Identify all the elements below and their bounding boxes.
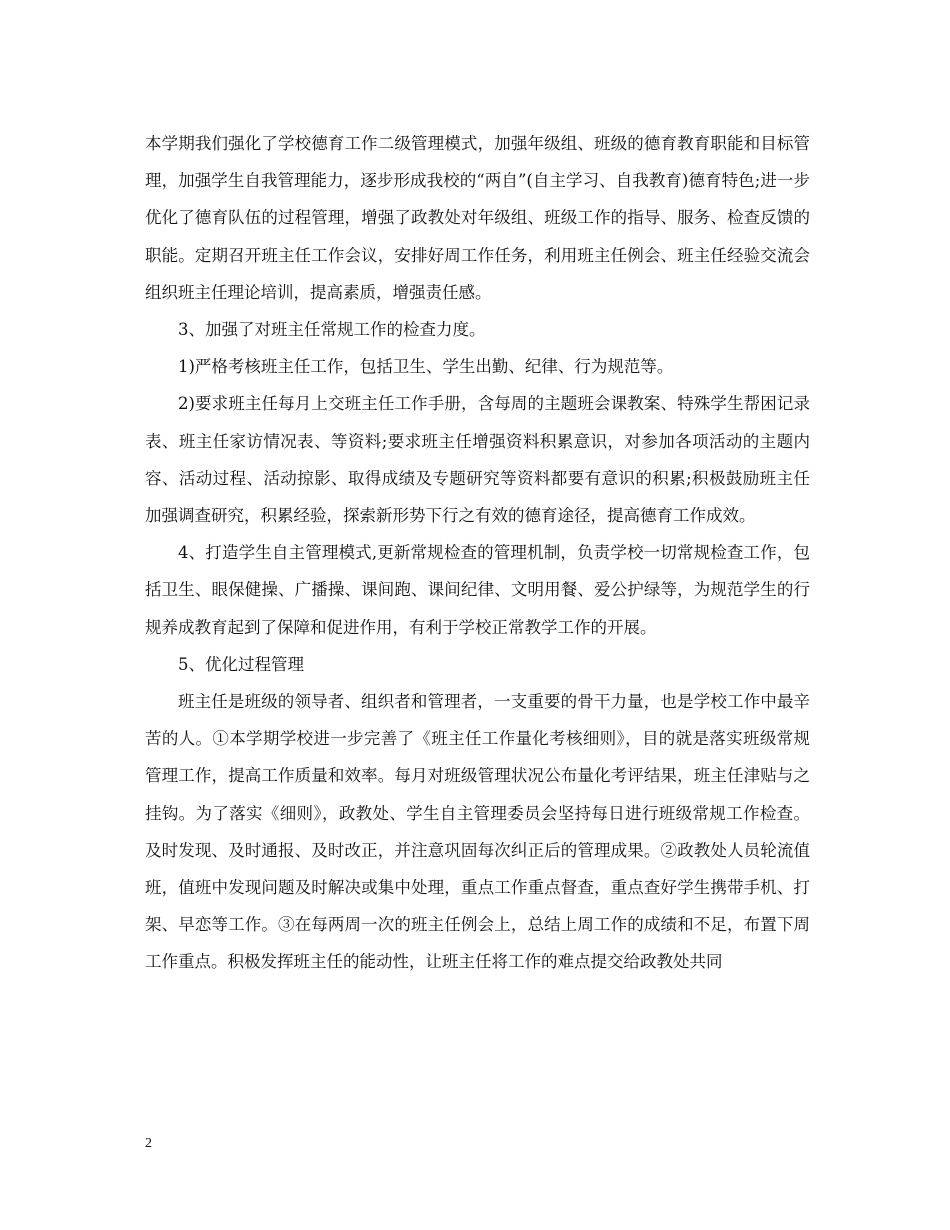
page-number: 2	[145, 1136, 152, 1151]
paragraph-2: 3、加强了对班主任常规工作的检查力度。	[178, 320, 486, 340]
paragraph-1: 本学期我们强化了学校德育工作二级管理模式，加强年级组、班级的德育教育职能和目标管理，加强学生自我管理能力，逐步形成我校的“两自”(自主学习、自我教育)德育特色;进一步优化了德育队伍的过程管理，增强了政教处对年级组、班级工作的指导、服务、检查反馈的职能。定期召开班主任工作会议，安排好周工作任务，利用班主任例会、班主任经验交流会组织班主任理论培训，提高素质，增强责任感。	[145, 134, 810, 302]
paragraph-7: 班主任是班级的领导者、组织者和管理者，一支重要的骨干力量，也是学校工作中最辛苦的人。①本学期学校进一步完善了《班主任工作量化考核细则》，目的就是落实班级常规管理工作，提高工作质量和效率。每月对班级管理状况公布量化考评结果，班主任津贴与之挂钩。为了落实《细则》，政教处、学生自主管理委员会坚持每日进行班级常规工作检查。及时发现、及时通报、及时改正，并注意巩固每次纠正后的管理成果。②政教处人员轮流值班，值班中发现问题及时解决或集中处理，重点工作重点督查，重点查好学生携带手机、打架、早恋等工作。③在每两周一次的班主任例会上，总结上周工作的成绩和不足，布置下周工作重点。积极发挥班主任的能动性，让班主任将工作的难点提交给政教处共同	[145, 692, 810, 972]
paragraph-4: 2)要求班主任每月上交班主任工作手册，含每周的主题班会课教案、特殊学生帮困记录表、班主任家访情况表、等资料;要求班主任增强资料积累意识，对参加各项活动的主题内容、活动过程、活动掠影、取得成绩及专题研究等资料都要有意识的积累;积极鼓励班主任加强调查研究，积累经验，探索新形势下行之有效的德育途径，提高德育工作成效。	[145, 394, 810, 526]
paragraph-3: 1)严格考核班主任工作，包括卫生、学生出勤、纪律、行为规范等。	[178, 357, 674, 377]
paragraph-6: 5、优化过程管理	[178, 654, 304, 674]
document-body	[145, 125, 810, 981]
paragraph-5: 4、打造学生自主管理模式,更新常规检查的管理机制，负责学校一切常规检查工作，包括卫生、眼保健操、广播操、课间跑、课间纪律、文明用餐、爱公护绿等，为规范学生的行规养成教育起到了保障和促进作用，有利于学校正常教学工作的开展。	[145, 543, 810, 637]
